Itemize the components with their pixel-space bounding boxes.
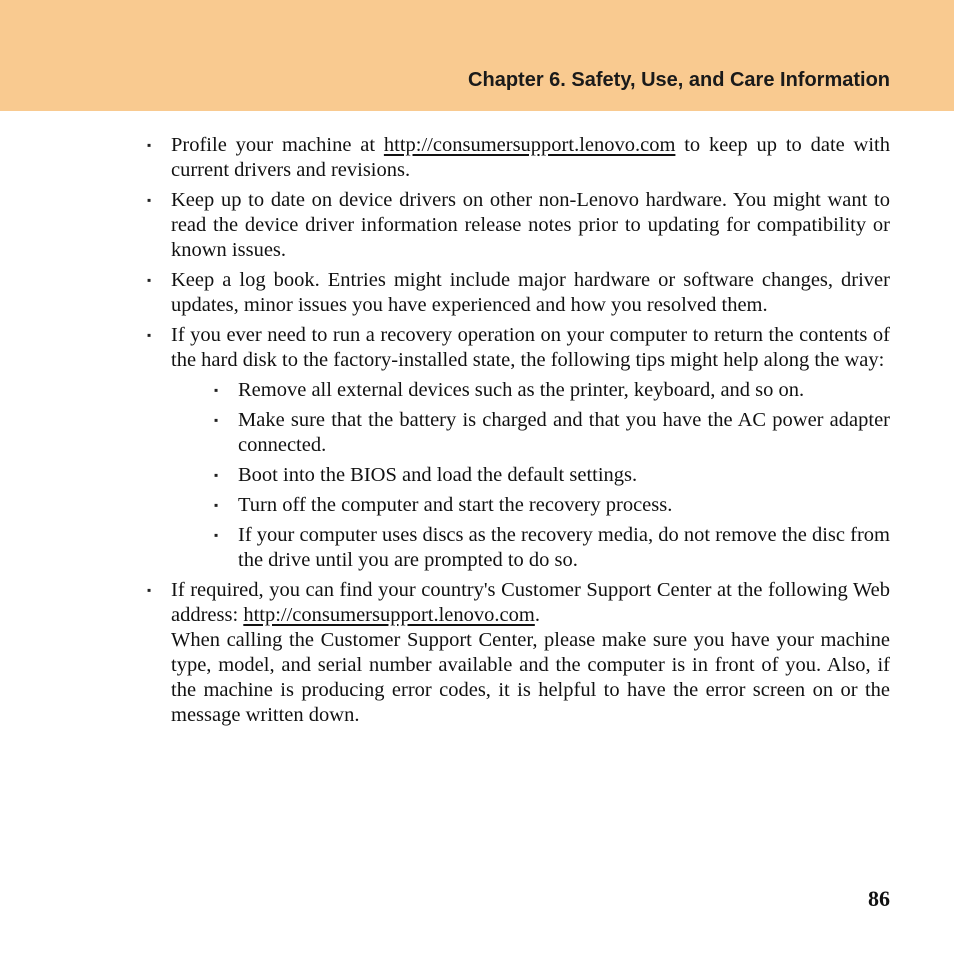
bullet-icon: ▪ xyxy=(147,138,152,152)
sublist-item xyxy=(214,408,890,458)
sublist-item xyxy=(214,523,890,573)
subitem-text: If your computer uses discs as the recovery media, do not remove the disc from the drive until you are prompted to do so. xyxy=(238,524,890,571)
page-body xyxy=(147,133,890,733)
item-text: . xyxy=(534,604,540,626)
list-item xyxy=(147,188,890,263)
bullet-icon: ▪ xyxy=(214,383,219,397)
list-item xyxy=(147,133,890,183)
item-text: If required, you can find your country's Customer Support Center at the following Web address: xyxy=(171,579,890,626)
bullet-icon: ▪ xyxy=(214,498,219,512)
support-call-note: When calling the Customer Support Center, please make sure you have your machine type, model, and serial number available and the computer is in front of you. Also, if the machine is producing error codes, it is helpful to have the error screen on or the message written down. xyxy=(171,629,890,726)
sublist-item xyxy=(214,378,890,403)
item-text: If you ever need to run a recovery operation on your computer to return the contents of the hard disk to the factory-installed state, the following tips might help along the way: xyxy=(171,324,890,371)
chapter-header-band xyxy=(0,0,954,111)
support-link[interactable]: http://consumersupport.lenovo.com xyxy=(383,134,676,156)
bullet-icon: ▪ xyxy=(147,193,152,207)
sublist-item xyxy=(214,463,890,488)
subitem-text: Make sure that the battery is charged and that you have the AC power adapter connected. xyxy=(238,409,890,456)
support-link[interactable]: http://consumersupport.lenovo.com xyxy=(243,604,535,626)
subitem-text: Turn off the computer and start the recovery process. xyxy=(238,494,673,516)
bullet-icon: ▪ xyxy=(214,468,219,482)
chapter-title: Chapter 6. Safety, Use, and Care Information xyxy=(468,69,890,91)
item-text: Keep up to date on device drivers on other non-Lenovo hardware. You might want to read the device driver information release notes prior to updating for compatibility or known issues. xyxy=(171,189,890,261)
item-text: to keep up to date with current drivers and revisions. xyxy=(171,134,890,181)
list-item xyxy=(147,268,890,318)
subitem-text: Remove all external devices such as the printer, keyboard, and so on. xyxy=(238,379,805,401)
bullet-icon: ▪ xyxy=(147,583,152,597)
bullet-icon: ▪ xyxy=(147,273,152,287)
recovery-tips-sublist xyxy=(214,378,890,573)
page-number: 86 xyxy=(868,886,890,911)
sublist-item xyxy=(214,493,890,518)
bullet-icon: ▪ xyxy=(214,413,219,427)
subitem-text: Boot into the BIOS and load the default settings. xyxy=(238,464,638,486)
bullet-icon: ▪ xyxy=(214,528,219,542)
item-text: Keep a log book. Entries might include major hardware or software changes, driver updates, minor issues you have experienced and how you resolved them. xyxy=(171,269,890,316)
item-text: Profile your machine at xyxy=(171,134,384,156)
list-item xyxy=(147,578,890,728)
list-item xyxy=(147,323,890,573)
bullet-icon: ▪ xyxy=(147,328,152,342)
